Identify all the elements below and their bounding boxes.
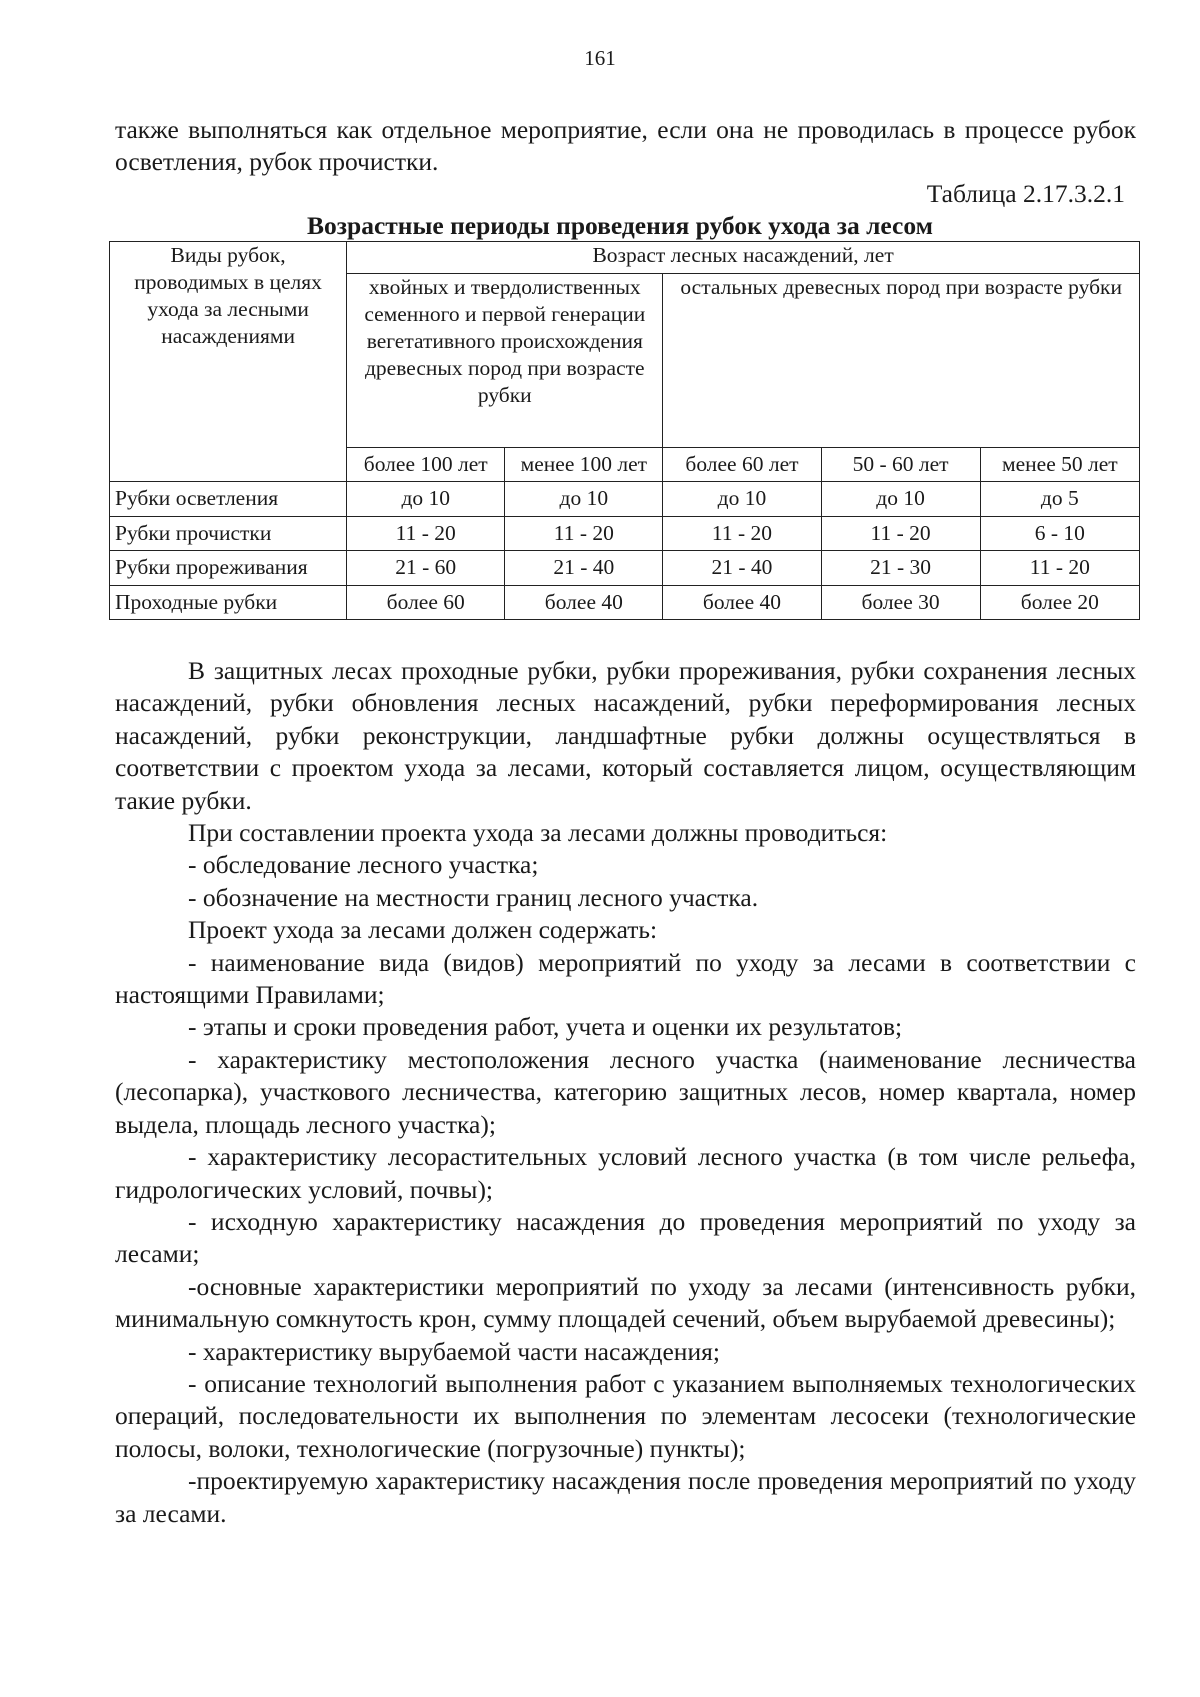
table-cell: 11 - 20 — [663, 516, 821, 551]
list-item: - характеристику лесорастительных условий лесного участка (в том числе рельефа, гидрологических условий, почвы); — [115, 1142, 1136, 1204]
age-periods-table — [109, 241, 1140, 620]
list-item: -проектируемую характеристику насаждения после проведения мероприятий по уходу за лесами. — [115, 1466, 1136, 1528]
header-group-other: остальных древесных пород при возрасте рубки — [663, 274, 1140, 448]
table-row — [110, 585, 1140, 620]
table-cell: до 10 — [505, 482, 663, 517]
row-name: Рубки осветления — [110, 482, 347, 517]
table-cell: 21 - 30 — [821, 551, 980, 586]
subheader-cell: менее 50 лет — [980, 448, 1139, 482]
subheader-cell: 50 - 60 лет — [821, 448, 980, 482]
list-item: - характеристику вырубаемой части насаждения; — [188, 1336, 720, 1366]
table-cell: 11 - 20 — [505, 516, 663, 551]
paragraph: В защитных лесах проходные рубки, рубки прореживания, рубки сохранения лесных насаждений, рубки обновления лесных насаждений, рубки переформирования лесных насаждений, рубки реконструкции, ландшафтные рубки должны осуществляться в соответствии с проектом ухода за лесами, который составляется лицом, осуществляющим такие рубки. — [115, 656, 1136, 815]
table-cell: 6 - 10 — [980, 516, 1139, 551]
table-header-row — [110, 242, 1140, 274]
row-name: Рубки прореживания — [110, 551, 347, 586]
table-cell: 21 - 60 — [347, 551, 505, 586]
list-item: - обозначение на местности границ лесного участка. — [188, 882, 759, 912]
table-cell: более 40 — [505, 585, 663, 620]
row-name: Проходные рубки — [110, 585, 347, 620]
table-cell: более 20 — [980, 585, 1139, 620]
header-group-conifer: хвойных и твердолиственных семенного и первой генерации вегетативного происхождения древесных пород при возрасте рубки — [347, 274, 663, 448]
table-row — [110, 482, 1140, 517]
paragraph: При составлении проекта ухода за лесами должны проводиться: — [188, 818, 888, 848]
list-item: - исходную характеристику насаждения до проведения мероприятий по уходу за лесами; — [115, 1206, 1136, 1269]
row-name: Рубки прочистки — [110, 516, 347, 551]
list-item: - описание технологий выполнения работ с указанием выполняемых технологических операций, последовательности их выполнения по элементам лесосеки (технологические полосы, волоки, технологические (погрузочные) пункты); — [115, 1368, 1136, 1463]
table-cell: 11 - 20 — [821, 516, 980, 551]
list-item: - обследование лесного участка; — [188, 850, 539, 880]
header-stand-age: Возраст лесных насаждений, лет — [347, 242, 1140, 274]
list-item: - этапы и сроки проведения работ, учета и оценки их результатов; — [188, 1012, 903, 1042]
list-item: - наименование вида (видов) мероприятий по уходу за лесами в соответствии с настоящими Правилами; — [115, 947, 1136, 1010]
list-item: -основные характеристики мероприятий по уходу за лесами (интенсивность рубки, минимальную сомкнутость крон, сумму площадей сечений, объем вырубаемой древесины); — [115, 1271, 1136, 1334]
header-cut-types: Виды рубок, проводимых в целях ухода за лесными насаждениями — [110, 242, 347, 482]
list-item: - характеристику местоположения лесного участка (наименование лесничества (лесопарка), участкового лесничества, категорию защитных лесов, номер квартала, номер выдела, площадь лесного участка); — [115, 1044, 1136, 1139]
table-cell: более 60 — [347, 585, 505, 620]
table-cell: до 5 — [980, 482, 1139, 517]
table-cell: до 10 — [663, 482, 821, 517]
table-cell: 21 - 40 — [505, 551, 663, 586]
table-cell: 21 - 40 — [663, 551, 821, 586]
intro-text: также выполняться как отдельное мероприятие, если она не проводилась в процессе рубок осветления, рубок прочистки. — [115, 115, 1136, 177]
subheader-cell: более 100 лет — [347, 448, 505, 482]
table-row — [110, 551, 1140, 586]
body-text — [115, 655, 1136, 1530]
subheader-cell: менее 100 лет — [505, 448, 663, 482]
table-cell: более 40 — [663, 585, 821, 620]
table-title: Возрастные периоды проведения рубок ухода за лесом — [307, 211, 933, 240]
subheader-cell: более 60 лет — [663, 448, 821, 482]
table-cell: 11 - 20 — [980, 551, 1139, 586]
table-cell: более 30 — [821, 585, 980, 620]
table-cell: до 10 — [821, 482, 980, 517]
paragraph: Проект ухода за лесами должен содержать: — [188, 915, 658, 945]
table-number: Таблица 2.17.3.2.1 — [926, 179, 1125, 208]
intro-paragraph — [115, 114, 1136, 179]
table-cell: 11 - 20 — [347, 516, 505, 551]
page-number: 161 — [584, 46, 616, 70]
table-cell: до 10 — [347, 482, 505, 517]
table-row — [110, 516, 1140, 551]
